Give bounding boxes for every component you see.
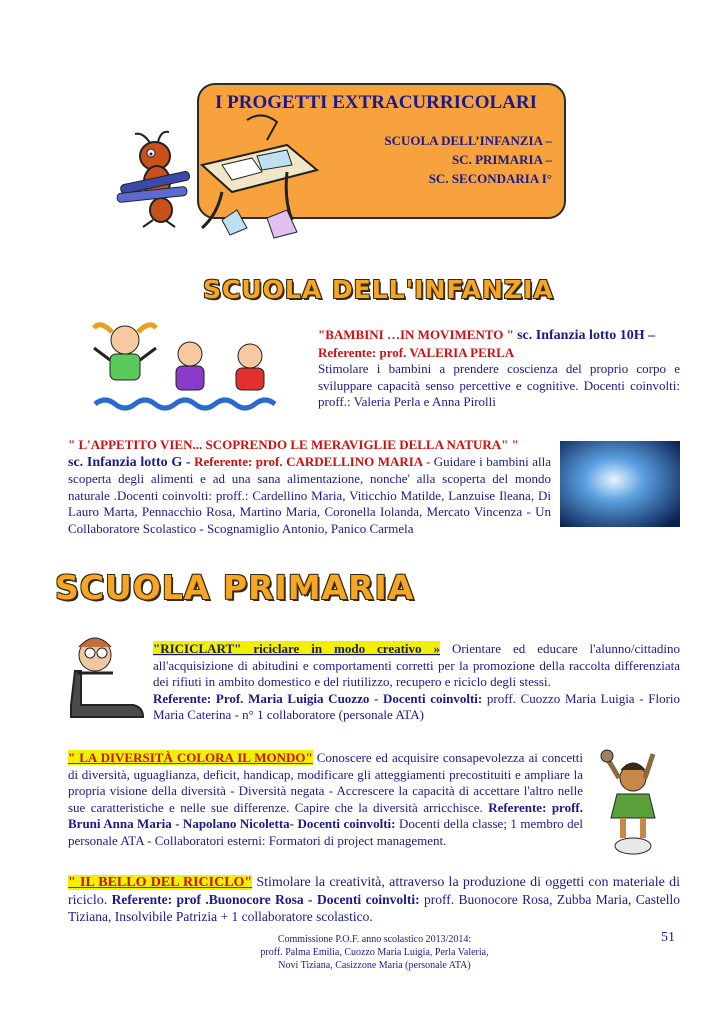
project-description: Stimolare i bambini a prendere coscienza del proprio corpo e sviluppare capacità senso percettive e cognitive. Docenti coinvolti: proff.: Valeria Perla e Anna Pirolli — [318, 361, 680, 409]
footer-line: proff. Palma Emilia, Cuozzo Maria Luigia, Perla Valeria, — [260, 947, 489, 958]
project-docenti: Docenti della classe; 1 membro del personale ATA - Collaboratori esterni: Formatori di project management. — [68, 816, 583, 848]
project-description: Conoscere ed acquisire consapevolezza ai concetti di diversità, uguaglianza, deficit, handicap, modificare gli atteggiamenti precostituiti e ampliare la propria visione della diversità - Diversità negata - Accrescere la capacità di accettare l'altro nelle sue caratteristiche e nelle sue differenze. Capire che la diversità arricchisce. — [68, 750, 584, 815]
project-appetito-vien — [68, 437, 551, 537]
header-title: I PROGETTI EXTRACURRICOLARI — [215, 92, 537, 113]
project-name: "BAMBINI …IN MOVIMENTO " — [318, 327, 514, 342]
children-clipart — [90, 318, 280, 418]
header-subtitle-lines — [330, 133, 552, 193]
project-docenti: proff. Buonocore Rosa, Zubba Maria, Castello Tiziana, Insolvibile Patrizia + 1 collaboratore scolastico. — [68, 891, 680, 924]
section-title-primaria: SCUOLA PRIMARIA — [55, 568, 415, 607]
project-referente: Referente: prof. CARDELLINO MARIA - — [194, 453, 431, 469]
header-line: SC. SECONDARIA I° — [428, 171, 552, 186]
project-name: "RICICLART" riciclare in modo creativo » — [153, 641, 440, 656]
project-name: " LA DIVERSITÀ COLORA IL MONDO" — [68, 750, 313, 765]
project-riciclart — [153, 641, 680, 724]
project-bello-del-riciclo — [68, 874, 680, 926]
footer-line: Commissione P.O.F. anno scolastico 2013/2014: — [277, 934, 472, 945]
drafting-desk-clipart — [192, 110, 322, 250]
project-referente: Referente: proff. Bruni Anna Maria - Napolano Nicoletta- Docenti coinvolti: — [68, 799, 583, 831]
project-referente: Referente: prof. VALERIA PERLA — [318, 344, 515, 360]
footer-line: Novi Tiziana, Casizzone Maria (personale ATA) — [278, 960, 471, 971]
project-description: Stimolare la creatività, attraverso la produzione di oggetti con materiale di riciclo. — [68, 875, 680, 908]
project-name: " IL BELLO DEL RICICLO" — [68, 875, 253, 890]
project-referente: Referente: prof .Buonocore Rosa - Docenti coinvolti: — [111, 891, 420, 907]
project-school: sc. Infanzia lotto 10H – — [517, 328, 656, 343]
section-title-infanzia: SCUOLA DELL'INFANZIA — [203, 275, 554, 304]
project-referente: Referente: Prof. Maria Luigia Cuozzo - Docenti coinvolti: — [153, 690, 483, 706]
earth-image — [560, 441, 680, 527]
project-diversita — [68, 750, 583, 849]
boot-character-clipart — [63, 633, 148, 723]
footer — [237, 933, 512, 972]
project-description: Guidare i bambini alla scoperta degli alimenti e ad una sana alimentazione, nonche' alla scoperta del mondo naturale .Docenti coinvolti: proff.: Cardellino Maria, Viticchio Matilde, Lanzuise Ileana, Di Lauro Marta, Pennacchio Rosa, Martino Maria, Coronella Iolanda, Mercato Vincenza - Un Collaboratore Scolastico - Scognamiglio Antonio, Panico Carmela — [68, 453, 552, 536]
project-description: Orientare ed educare l'alunno/cittadino all'acquisizione di abitudini e comportamenti corretti per la promozione della raccolta differenziata dei rifiuti in ambito domestico e del riutilizzo, recupero e riciclo degli stessi. — [153, 641, 680, 689]
project-school: sc. Infanzia lotto G - — [68, 454, 191, 470]
header-line: SCUOLA DELL’INFANZIA – — [384, 133, 552, 148]
header-line: SC. PRIMARIA – — [451, 152, 552, 167]
project-name: " L'APPETITO VIEN... SCOPRENDO LE MERAVIGLIE DELLA NATURA" " — [68, 437, 519, 452]
project-docenti: proff. Cuozzo Maria Luigia - Florio Maria Caterina - n° 1 collaboratore (personale ATA) — [153, 690, 681, 722]
project-bambini-in-movimento — [318, 327, 680, 411]
caveman-clipart — [593, 748, 673, 858]
ant-clipart — [95, 128, 205, 228]
page-number: 51 — [661, 930, 675, 945]
